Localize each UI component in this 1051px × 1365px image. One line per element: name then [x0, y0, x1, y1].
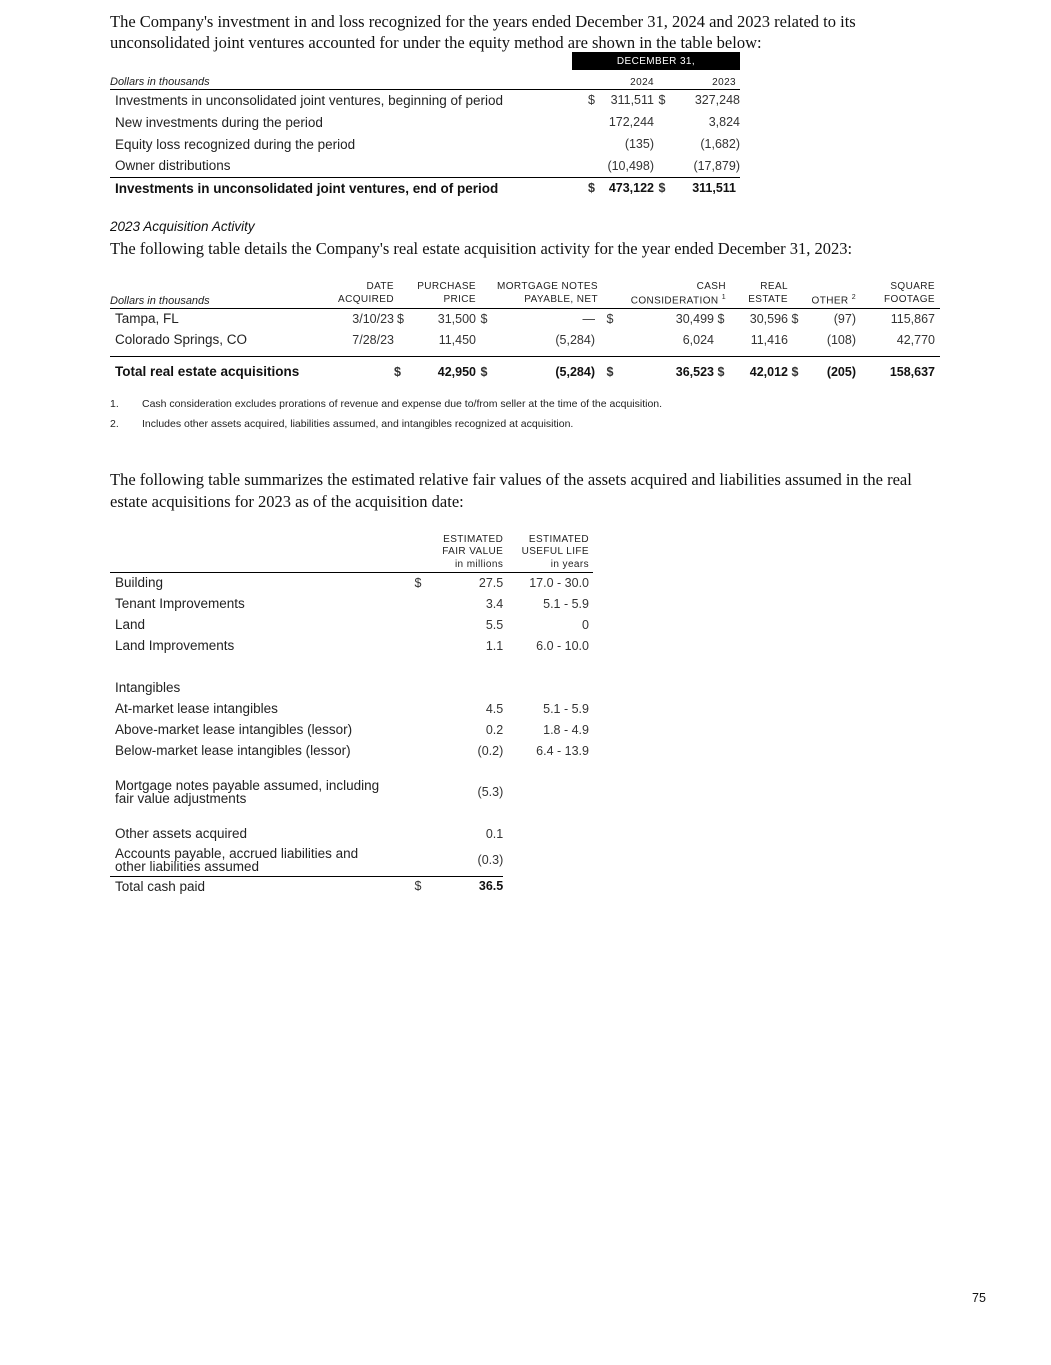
- fv-row-dollar: [414, 614, 442, 635]
- acq-row-d3: [598, 329, 622, 350]
- intangible-row-life: 1.8 - 4.9: [543, 722, 589, 737]
- footnote-1-text: Cash consideration excludes prorations of revenue and expense due to/from seller at the time of the acquisition.: [142, 398, 663, 410]
- fair-value-row: [110, 635, 593, 656]
- fv-row-life: 5.1 - 5.9: [543, 596, 589, 611]
- fv-row-value: 1.1: [485, 638, 504, 653]
- acq-row-cash: 30,499: [675, 311, 714, 326]
- acq-row-d4: [714, 329, 728, 350]
- total-cash-dollar: $: [414, 876, 442, 896]
- acq-row-label: Tampa, FL: [115, 311, 179, 327]
- acq-row-d2: [476, 329, 492, 350]
- jv-row-2023: 327,248: [694, 93, 740, 108]
- fair-value-paragraph: The following table summarizes the estimated relative fair values of the assets acquired and liabilities assumed in the real estate acquisitions for 2023 as of the acquisition date:: [110, 470, 912, 511]
- fv-row-dollar: [414, 635, 442, 656]
- footnote-1-number: 1.: [110, 398, 119, 410]
- intangible-row-value: (0.2): [477, 743, 504, 758]
- intangible-row-value: 4.5: [485, 701, 504, 716]
- acq-row-d4: $: [717, 311, 725, 326]
- footnote-1: [110, 398, 662, 410]
- fair-value-row: [110, 593, 593, 614]
- fv-row-value: 27.5: [478, 575, 504, 590]
- hdr-fv-2: FAIR VALUE: [442, 546, 504, 557]
- acq-row-d1: [394, 329, 414, 350]
- jv-row-dollar-2: $: [658, 93, 666, 108]
- hdr-sqft-1: SQUARE: [890, 281, 935, 292]
- acq-total-d1: $: [394, 356, 414, 384]
- other-assets-fv: 0.1: [485, 826, 504, 841]
- jv-row-2024: 311,511: [610, 93, 654, 108]
- jv-row-dollar-2: [654, 133, 670, 155]
- hdr-mortgage-2: PAYABLE, NET: [492, 293, 598, 308]
- fv-row-value: 3.4: [485, 596, 504, 611]
- acq-row-mortgage: (5,284): [555, 332, 595, 347]
- intangible-row-label: Below-market lease intangibles (lessor): [115, 743, 351, 758]
- jv-row: [110, 111, 740, 133]
- hdr-cash-sup: 1: [721, 293, 726, 301]
- jv-row-2024: (10,498): [607, 158, 654, 173]
- intangible-row: [110, 740, 593, 761]
- mortgage-assumed-label-2: fair value adjustments: [115, 791, 247, 806]
- jv-row-2023: 3,824: [708, 115, 740, 129]
- ap-label-2: other liabilities assumed: [115, 858, 260, 874]
- jv-row-2024: (135): [624, 137, 654, 151]
- ap-label: [110, 844, 414, 876]
- intangible-row-life: 5.1 - 5.9: [543, 701, 589, 716]
- acq-row-sqft: 42,770: [896, 332, 935, 347]
- units-label: Dollars in thousands: [110, 70, 572, 89]
- acq-total-other: (205): [802, 356, 862, 384]
- acq-row-re: 30,596: [749, 311, 788, 326]
- acq-total-mortgage: (5,284): [492, 356, 598, 384]
- jv-total-2023: 311,511: [670, 177, 740, 199]
- acq-row-re: 11,416: [750, 332, 788, 347]
- hdr-price-1: PURCHASE: [417, 281, 476, 292]
- intangible-row: [110, 719, 593, 740]
- acq-row-sqft: 115,867: [890, 311, 935, 326]
- jv-row: [110, 133, 740, 155]
- acq-row-d2: $: [480, 311, 488, 326]
- hdr-ul-2: USEFUL LIFE: [521, 546, 589, 557]
- acq-total-re: 42,012: [728, 356, 788, 384]
- acq-row-date: 3/10/23: [352, 311, 394, 326]
- intangible-row-label: At-market lease intangibles: [115, 701, 278, 716]
- jv-total-dollar-2: $: [654, 177, 670, 199]
- hdr-ul-1: ESTIMATED: [528, 533, 589, 545]
- acq-row-d5: $: [791, 311, 799, 326]
- fv-row-label: Land Improvements: [115, 638, 235, 653]
- page-number: 75: [972, 1291, 986, 1305]
- jv-row-dollar-1: [572, 155, 600, 177]
- fair-value-row: [110, 572, 593, 593]
- fv-row-label: Building: [115, 575, 164, 591]
- acq-row-cash: 6,024: [682, 332, 714, 347]
- fv-row-label: Tenant Improvements: [115, 596, 245, 611]
- footnote-2: [110, 418, 573, 430]
- footnote-2-text: Includes other assets acquired, liabilities assumed, and intangibles recognized at acquisition.: [142, 418, 574, 430]
- fv-row-label: Land: [115, 617, 146, 632]
- acq-total-d5: $: [788, 356, 802, 384]
- acq-total-label: Total real estate acquisitions: [110, 356, 316, 384]
- hdr-date-1: DATE: [366, 281, 394, 292]
- intangible-row: [110, 698, 593, 719]
- fv-row-life: 6.0 - 10.0: [536, 638, 589, 653]
- footnote-2-number: 2.: [110, 418, 119, 430]
- hdr-cash-1: CASH: [696, 281, 726, 292]
- col-2023: 2023: [670, 70, 740, 89]
- acq-row-date: 7/28/23: [352, 332, 394, 347]
- jv-row-dollar-2: [654, 111, 670, 133]
- jv-row-2023: (1,682): [700, 137, 740, 151]
- total-cash-label: Total cash paid: [110, 876, 414, 896]
- acq-row-mortgage: —: [582, 311, 595, 326]
- hdr-sqft-2: FOOTAGE: [862, 293, 940, 308]
- intangibles-label: Intangibles: [115, 680, 181, 695]
- acq-row-d3: $: [606, 311, 614, 326]
- mortgage-assumed-label: [110, 778, 414, 806]
- fv-row-dollar: $: [414, 575, 422, 590]
- total-cash-fv: 36.5: [442, 876, 503, 896]
- jv-total-label: Investments in unconsolidated joint ventures, end of period: [110, 177, 572, 199]
- hdr-ul-3: in years: [503, 558, 593, 572]
- acq-row-d5: [788, 329, 802, 350]
- jv-total-dollar-1: $: [572, 177, 600, 199]
- jv-row-dollar-1: [572, 111, 600, 133]
- mortgage-assumed-fv: (5.3): [477, 785, 504, 799]
- jv-row-label: New investments during the period: [115, 114, 323, 130]
- acq-row-price: 31,500: [437, 311, 476, 326]
- jv-row-label: Owner distributions: [115, 158, 231, 174]
- jv-row: [110, 89, 740, 111]
- acq-total-d2: $: [476, 356, 492, 384]
- jv-row-dollar-1: $: [588, 93, 595, 108]
- jv-row-label: Equity loss recognized during the period: [115, 136, 356, 152]
- hdr-fv-1: ESTIMATED: [443, 533, 504, 545]
- fair-value-row: [110, 614, 593, 635]
- hdr-mortgage-1: MORTGAGE NOTES: [497, 281, 598, 292]
- ap-label-1: Accounts payable, accrued liabilities and: [115, 845, 359, 861]
- period-header: DECEMBER 31,: [572, 52, 740, 70]
- intangible-row-value: 0.2: [485, 722, 504, 737]
- hdr-cash-2: CONSIDERATION: [630, 294, 719, 306]
- intro-paragraph: The Company's investment in and loss recognized for the years ended December 31, 2024 and 2023 related to its unconsolidated joint ventures accounted for under the equity method are shown in the table below:: [110, 12, 856, 52]
- acq-total-d4: $: [714, 356, 728, 384]
- fv-row-life: 17.0 - 30.0: [529, 575, 589, 590]
- col-2024: 2024: [600, 70, 654, 89]
- acquisition-heading: 2023 Acquisition Activity: [110, 219, 255, 234]
- hdr-date-2: ACQUIRED: [316, 293, 394, 308]
- acq-total-sqft: 158,637: [862, 356, 940, 384]
- mortgage-assumed-label-1: Mortgage notes payable assumed, including: [115, 778, 380, 793]
- intangible-row-label: Above-market lease intangibles (lessor): [115, 722, 353, 737]
- acq-total-cash: 36,523: [622, 356, 714, 384]
- fv-row-value: 5.5: [485, 617, 504, 632]
- fair-value-table: [110, 533, 593, 896]
- hdr-other-sup: 2: [851, 293, 856, 301]
- hdr-re-2: ESTATE: [728, 293, 788, 308]
- jv-row-dollar-2: [654, 155, 670, 177]
- acquisition-row: [110, 329, 940, 350]
- jv-row-label: Investments in unconsolidated joint ventures, beginning of period: [115, 92, 503, 108]
- acq-row-other: (97): [833, 311, 856, 326]
- hdr-price-2: PRICE: [414, 293, 476, 308]
- other-assets-label: Other assets acquired: [115, 826, 248, 841]
- jv-row-dollar-1: [572, 133, 600, 155]
- intangible-row-life: 6.4 - 13.9: [536, 743, 589, 758]
- acq-total-d3: $: [598, 356, 622, 384]
- hdr-re-1: REAL: [760, 281, 788, 292]
- hdr-fv-3: in millions: [442, 558, 503, 572]
- jv-row: [110, 155, 740, 177]
- jv-table: [110, 52, 740, 199]
- acquisition-row: [110, 308, 940, 329]
- hdr-other-2: OTHER: [811, 294, 849, 306]
- acq-row-other: (108): [826, 332, 856, 347]
- jv-row-2024: 172,244: [608, 115, 654, 129]
- ap-fv: (0.3): [477, 852, 504, 867]
- acquisition-paragraph: The following table details the Company's real estate acquisition activity for the year ended December 31, 2023:: [110, 239, 853, 258]
- acq-units-label: Dollars in thousands: [110, 293, 316, 308]
- fv-row-life: 0: [582, 617, 589, 632]
- acquisition-table: [110, 280, 940, 384]
- acq-row-price: 11,450: [438, 332, 476, 347]
- jv-row-2023: (17,879): [693, 158, 740, 173]
- jv-total-2024: 473,122: [600, 177, 654, 199]
- acq-row-label: Colorado Springs, CO: [115, 332, 248, 347]
- fv-row-dollar: [414, 593, 442, 614]
- acq-total-price: 42,950: [414, 356, 476, 384]
- acq-row-d1: $: [397, 311, 404, 326]
